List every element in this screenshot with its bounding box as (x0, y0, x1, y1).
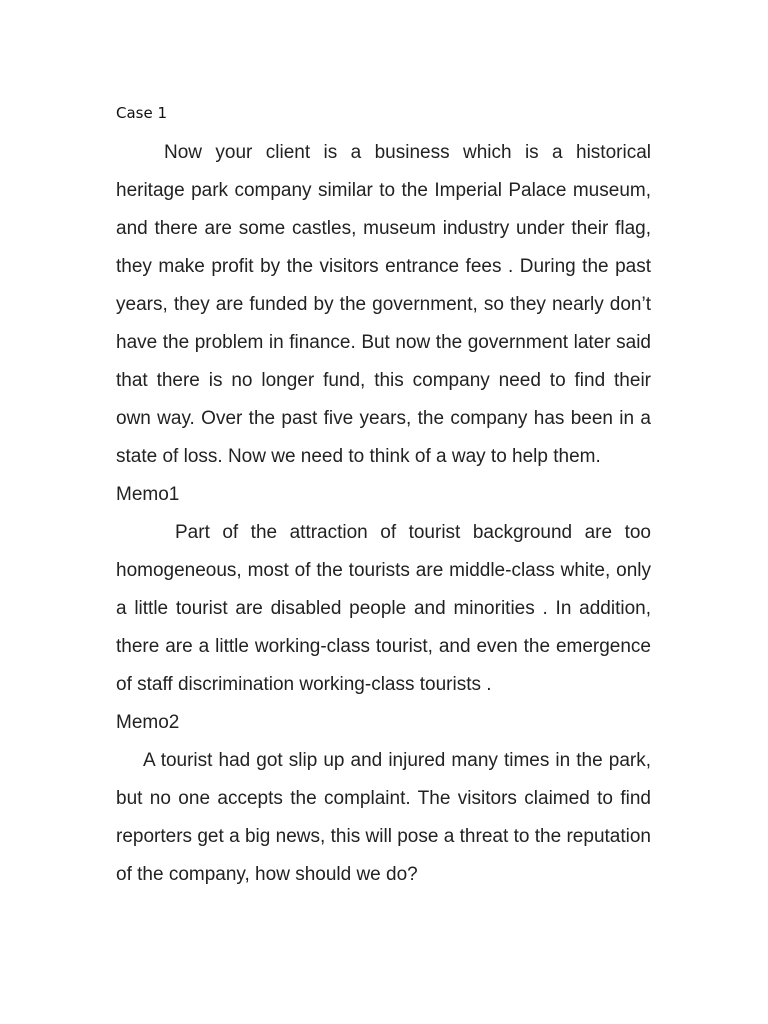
memo2-title: Memo2 (116, 712, 180, 733)
memo1-title: Memo1 (116, 484, 180, 505)
case-paragraph: Now your client is a business which is a historical heritage park company similar to the Imperial Palace museum, and there are some castles, museum industry under their flag, they make profit by the visitors entrance fees . During the past years, they are funded by the government, so they nearly don’t have the problem in finance. But now the government later said that there is no longer fund, this company need to find their own way. Over the past five years, the company has been in a state of loss. Now we need to think of a way to help them. (116, 142, 651, 467)
memo2-paragraph: A tourist had got slip up and injured many times in the park, but no one accepts the complaint. The visitors claimed to find reporters get a big news, this will pose a threat to the reputation of the company, how should we do? (116, 750, 651, 885)
document-body (116, 100, 651, 894)
case-title: Case 1 (116, 104, 168, 122)
memo1-paragraph: Part of the attraction of tourist background are too homogeneous, most of the tourists are middle-class white, only a little tourist are disabled people and minorities . In addition, there are a little working-class tourist, and even the emergence of staff discrimination working-class tourists . (116, 522, 651, 695)
